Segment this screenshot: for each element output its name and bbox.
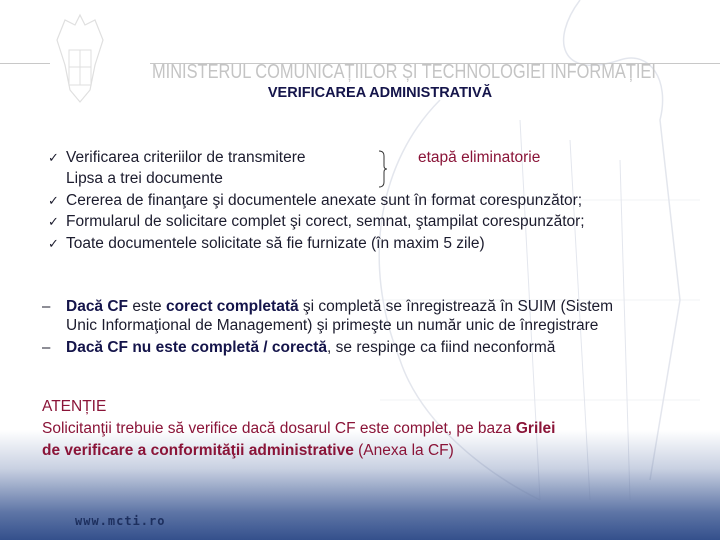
rule-2-emphasis: nu este completă / corectă [132,339,328,356]
rule-2 [66,339,555,357]
rule-1-text: este [128,298,166,315]
footer-url: www.mcti.ro [75,514,166,528]
attention-emphasis-2: de verificare a conformităţii administrative [42,442,354,459]
rule-1-emphasis: corect completată [165,298,299,315]
checklist-item-1-line2: Lipsa a trei documente [66,170,223,187]
attention-annex: (Anexa la CF) [353,442,454,459]
rule-1-line2: Unic Informaţional de Management) şi primeşte un număr unic de înregistrare [66,317,599,334]
slide-title: VERIFICAREA ADMINISTRATIVĂ [267,85,493,101]
ministry-name: MINISTERUL COMUNICAȚIILOR ȘI TECHNOLOGIEI INFORMAȚIEI [152,61,656,83]
header-divider-left [0,63,50,64]
check-icon: ✓ [48,150,59,165]
rule-1-rest: şi completă se înregistrează în SUIM (Sistem [298,298,614,315]
rule-1-subject: Dacă CF [66,298,129,315]
checklist-item-4: Toate documentele solicitate să fie furnizate (în maxim 5 zile) [66,235,485,252]
attention-heading: ATENȚIE [42,398,107,415]
checklist-item-1: Verificarea criteriilor de transmitere [66,149,306,166]
brace-icon [378,150,388,188]
attention-text: Solicitanţii trebuie să verifice dacă dosarul CF este complet, pe baza [42,420,516,437]
eliminatory-stage-note: etapă eliminatorie [418,149,541,166]
check-icon: ✓ [48,236,59,251]
dash-bullet: – [42,339,51,356]
dash-bullet: – [42,298,51,315]
attention-emphasis: Grilei [515,420,556,437]
checklist-item-3: Formularul de solicitare complet şi corect, semnat, ştampilat corespunzător; [66,213,585,230]
rule-2-rest: , se respinge ca fiind neconformă [327,339,556,356]
attention-line-2 [42,442,454,460]
check-icon: ✓ [48,193,59,208]
rule-1 [66,298,613,316]
rule-2-subject: Dacă CF [66,339,129,356]
attention-line-1 [42,420,556,438]
check-icon: ✓ [48,214,59,229]
checklist-item-2: Cererea de finanţare şi documentele anexate sunt în format corespunzător; [66,192,583,209]
